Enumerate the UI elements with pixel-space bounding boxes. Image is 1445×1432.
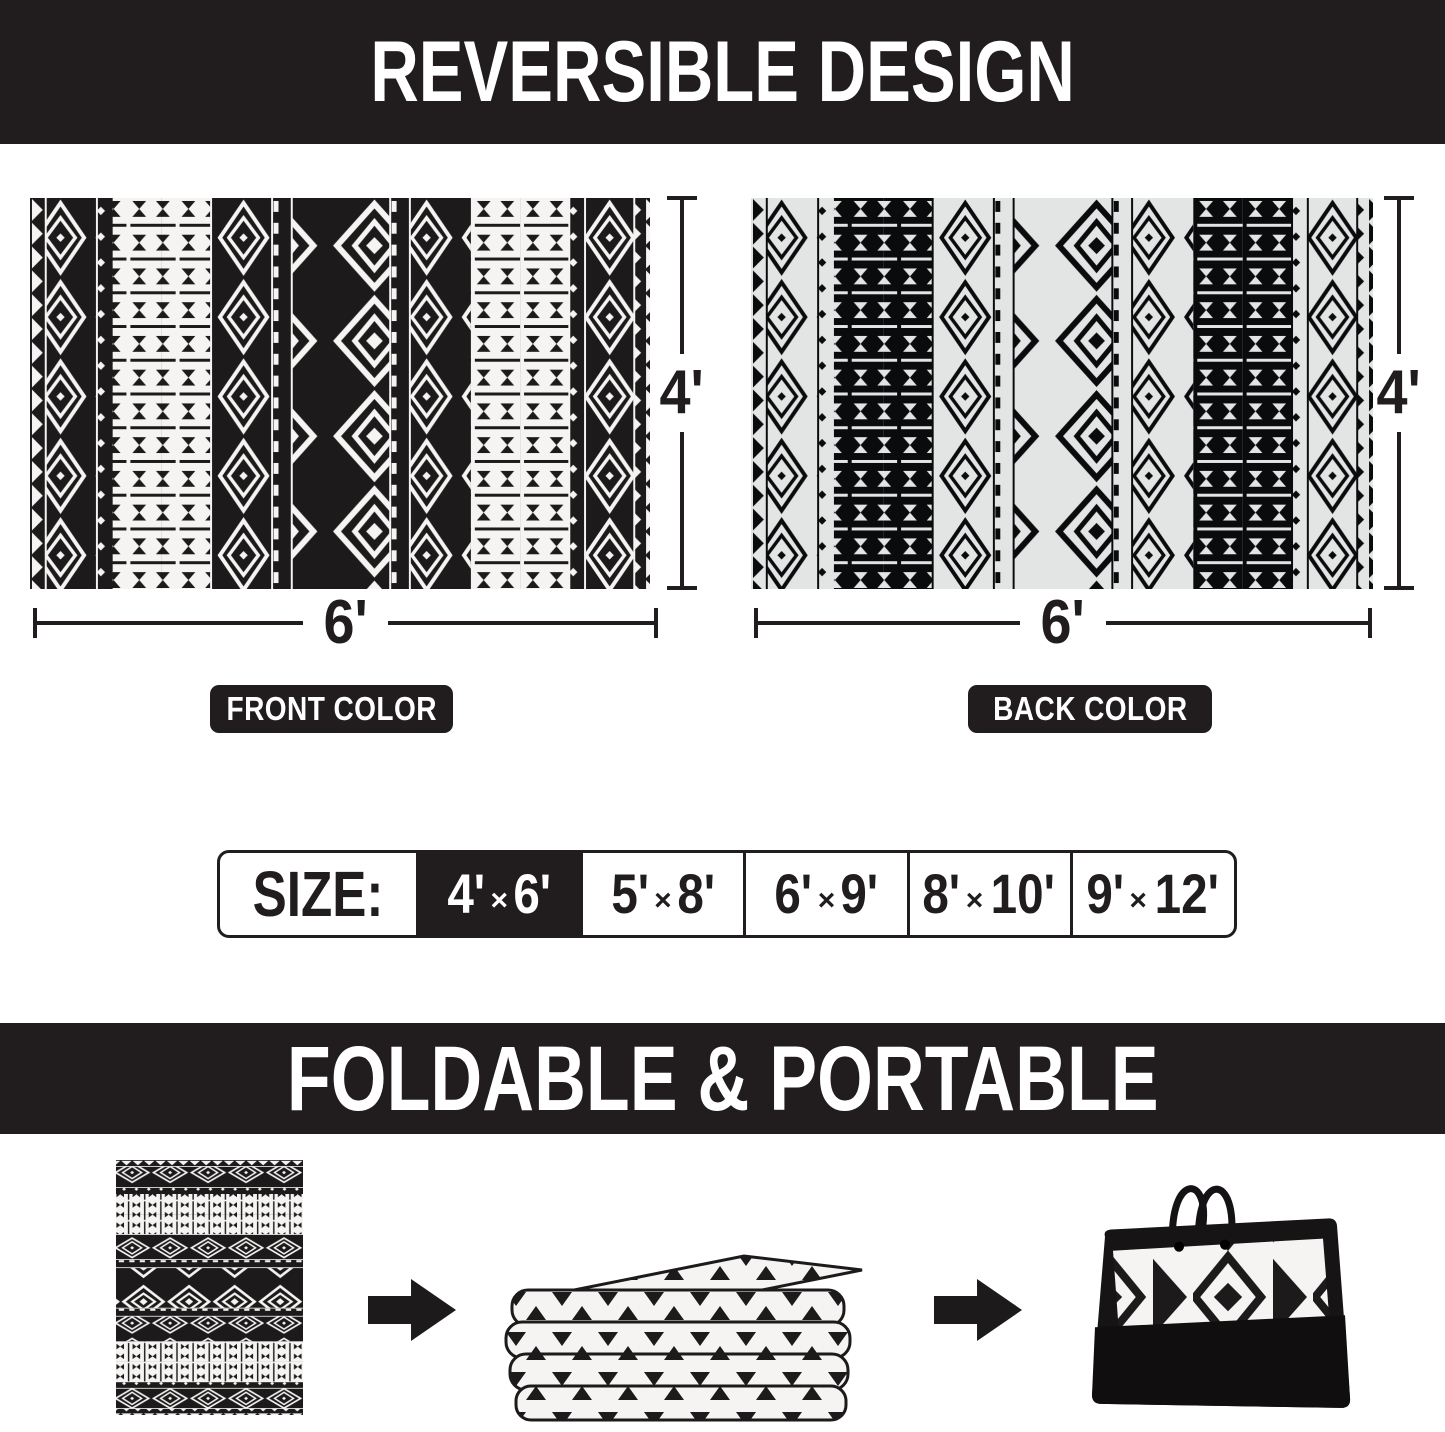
banner-title: FOLDABLE & PORTABLE xyxy=(286,1027,1159,1130)
front-color-badge xyxy=(210,685,453,733)
dimension-cap xyxy=(1384,586,1414,590)
back-color-badge-label: BACK COLOR xyxy=(992,690,1188,727)
size-width: 4' xyxy=(447,862,486,925)
arrow-right-icon xyxy=(368,1277,456,1343)
front-rug-pattern xyxy=(30,198,650,589)
folded-rug-image xyxy=(500,1246,870,1426)
size-width: 8' xyxy=(922,862,961,925)
size-height: 8' xyxy=(676,862,715,925)
size-height: 10' xyxy=(990,862,1056,925)
times-sign: × xyxy=(817,884,836,917)
dimension-line xyxy=(1397,200,1401,354)
front-rug-image xyxy=(30,198,650,589)
front-color-badge-label: FRONT COLOR xyxy=(226,690,437,727)
front-rug-height-dimension xyxy=(654,196,710,590)
flat-rug-pattern xyxy=(116,1160,303,1415)
foldable-portable-banner xyxy=(0,1023,1445,1134)
dimension-cap xyxy=(667,586,697,590)
width-label: 6' xyxy=(1040,588,1086,657)
size-height: 9' xyxy=(840,862,879,925)
size-option-5x8 xyxy=(580,853,744,935)
size-height: 6' xyxy=(513,862,552,925)
back-color-badge xyxy=(968,685,1212,733)
back-rug-width-dimension xyxy=(754,585,1372,661)
size-width: 6' xyxy=(774,862,813,925)
size-option-6x9 xyxy=(743,853,907,935)
carry-bag-image xyxy=(1073,1158,1373,1422)
size-option-9x12 xyxy=(1070,853,1234,935)
size-table xyxy=(217,850,1237,938)
dimension-cap xyxy=(654,608,658,638)
banner-title: REVERSIBLE DESIGN xyxy=(370,24,1075,120)
flat-rug-image xyxy=(116,1160,303,1415)
times-sign: × xyxy=(654,884,672,917)
reversible-design-banner xyxy=(0,0,1445,144)
dimension-line xyxy=(680,200,684,354)
dimension-line xyxy=(680,432,684,586)
size-table-label: SIZE: xyxy=(252,858,384,930)
dimension-line xyxy=(37,621,303,625)
size-option-4x6 xyxy=(416,853,580,935)
size-height: 12' xyxy=(1154,862,1219,925)
height-label: 4' xyxy=(1376,358,1422,427)
dimension-line xyxy=(1106,621,1368,625)
dimension-line xyxy=(758,621,1020,625)
back-rug-image xyxy=(751,198,1373,589)
dimension-line xyxy=(1397,432,1401,586)
dimension-cap xyxy=(1368,608,1372,638)
size-option-8x10 xyxy=(907,853,1071,935)
times-sign: × xyxy=(965,884,984,917)
width-label: 6' xyxy=(323,588,368,657)
times-sign: × xyxy=(1129,884,1147,917)
front-rug-width-dimension xyxy=(33,585,658,661)
arrow-right-icon xyxy=(934,1277,1022,1343)
size-width: 5' xyxy=(610,862,649,925)
times-sign: × xyxy=(490,884,509,917)
back-rug-pattern xyxy=(751,198,1373,589)
dimension-line xyxy=(388,621,654,625)
back-rug-height-dimension xyxy=(1371,196,1427,590)
height-label: 4' xyxy=(659,358,705,427)
size-width: 9' xyxy=(1086,862,1124,925)
